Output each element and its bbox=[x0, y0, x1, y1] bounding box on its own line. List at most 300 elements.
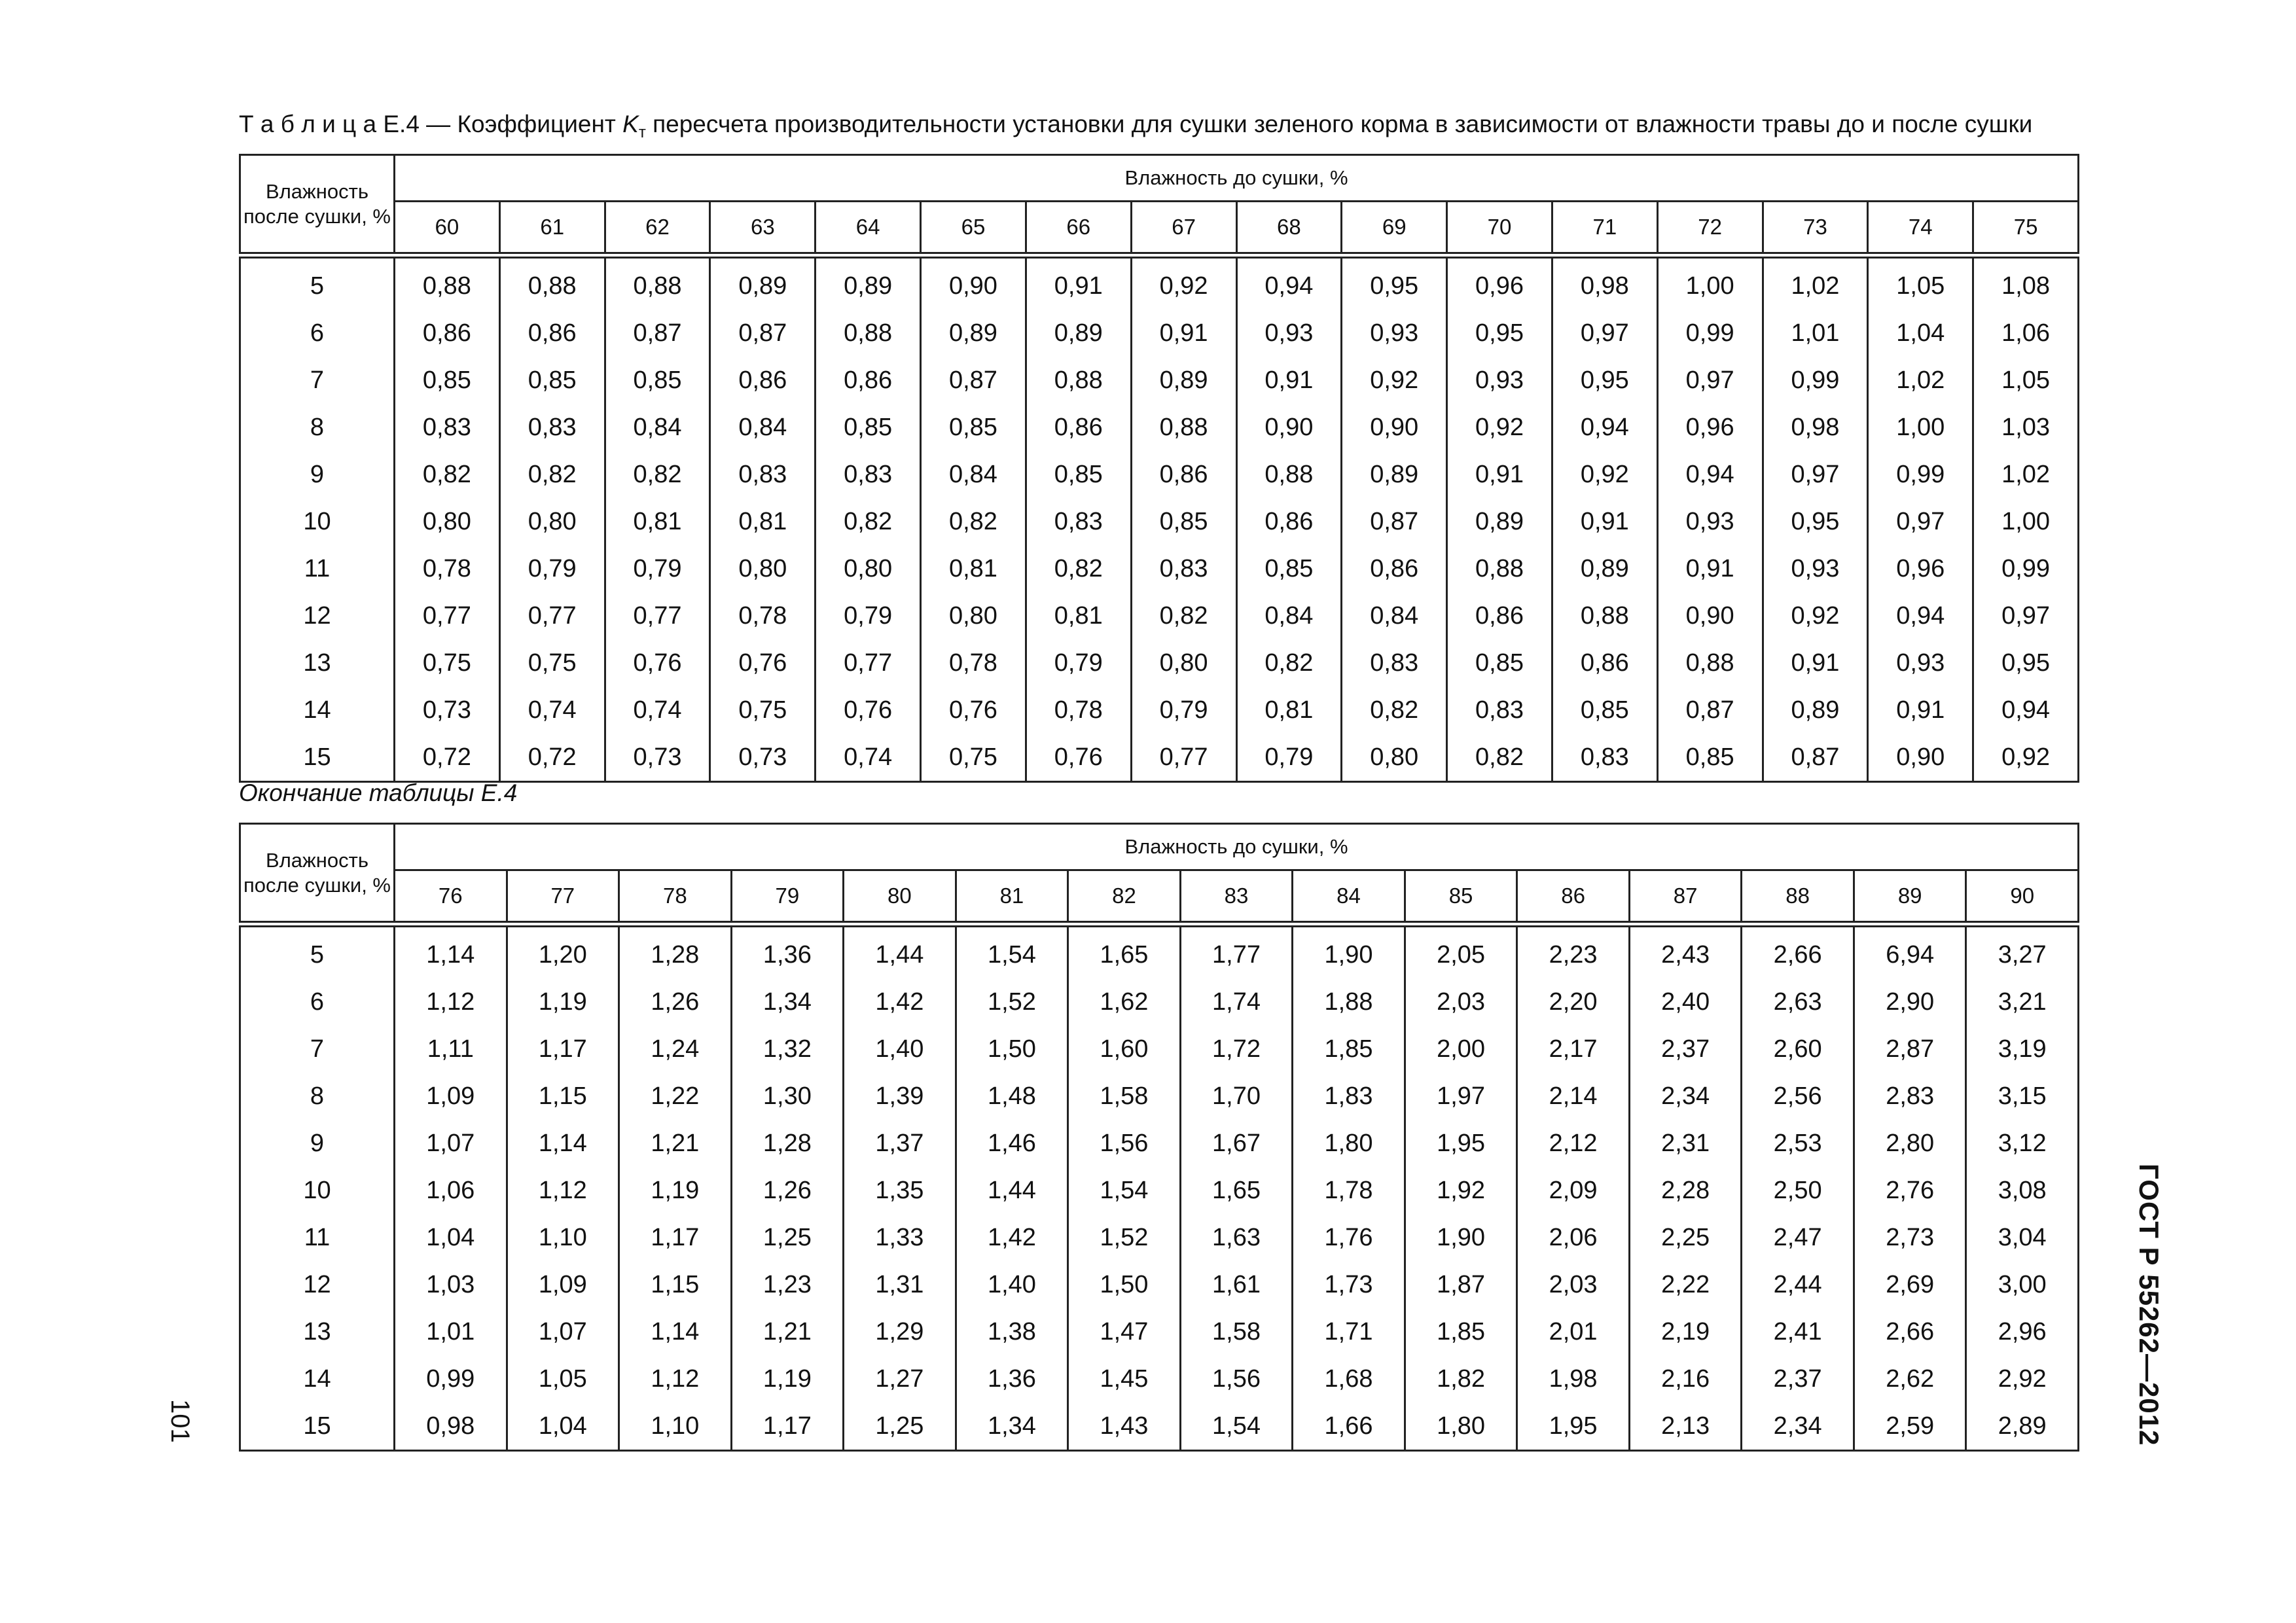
table-cell: 0,81 bbox=[921, 545, 1026, 592]
table-cell: 1,03 bbox=[1973, 404, 2079, 451]
table-cell: 0,92 bbox=[1342, 357, 1447, 404]
table-cell: 2,03 bbox=[1517, 1261, 1630, 1308]
table-cell: 1,88 bbox=[1293, 978, 1405, 1026]
column-header: 73 bbox=[1763, 202, 1868, 256]
table-cell: 0,73 bbox=[710, 734, 816, 782]
row-label: 13 bbox=[240, 639, 395, 687]
table-cell: 1,34 bbox=[731, 978, 844, 1026]
table-cell: 2,56 bbox=[1742, 1073, 1854, 1120]
column-header: 82 bbox=[1068, 870, 1181, 925]
table-cell: 0,78 bbox=[921, 639, 1026, 687]
table-cell: 1,15 bbox=[619, 1261, 732, 1308]
table-row bbox=[240, 1026, 2079, 1073]
table-cell: 0,78 bbox=[395, 545, 500, 592]
table-cell: 0,94 bbox=[1868, 592, 1973, 639]
table-cell: 1,56 bbox=[1068, 1120, 1181, 1167]
table-cell: 0,75 bbox=[395, 639, 500, 687]
table-cell: 0,85 bbox=[1026, 451, 1131, 498]
table-cell: 1,25 bbox=[844, 1402, 956, 1451]
table-cell: 0,74 bbox=[605, 687, 710, 734]
row-label: 8 bbox=[240, 1073, 395, 1120]
table-cell: 0,88 bbox=[1657, 639, 1763, 687]
table-row bbox=[240, 592, 2079, 639]
table-cell: 0,89 bbox=[1131, 357, 1236, 404]
table-cell: 1,11 bbox=[395, 1026, 507, 1073]
table-cell: 1,17 bbox=[507, 1026, 619, 1073]
table-cell: 2,96 bbox=[1966, 1308, 2079, 1355]
table-cell: 0,82 bbox=[816, 498, 921, 545]
table-cell: 1,19 bbox=[619, 1167, 732, 1214]
table-cell: 6,94 bbox=[1854, 924, 1966, 978]
table-cell: 0,86 bbox=[1552, 639, 1657, 687]
table-cell: 1,90 bbox=[1405, 1214, 1517, 1261]
column-header: 75 bbox=[1973, 202, 2079, 256]
table-cell: 0,82 bbox=[921, 498, 1026, 545]
table-cell: 1,04 bbox=[1868, 310, 1973, 357]
table-cell: 0,88 bbox=[1552, 592, 1657, 639]
table-cell: 1,01 bbox=[395, 1308, 507, 1355]
table-cell: 0,88 bbox=[605, 255, 710, 310]
table-cell: 2,13 bbox=[1629, 1402, 1742, 1451]
table-cell: 0,88 bbox=[1131, 404, 1236, 451]
table-cell: 0,85 bbox=[1236, 545, 1342, 592]
table-cell: 0,76 bbox=[710, 639, 816, 687]
table-cell: 1,15 bbox=[507, 1073, 619, 1120]
column-header: 72 bbox=[1657, 202, 1763, 256]
table-cell: 1,80 bbox=[1293, 1120, 1405, 1167]
table-row bbox=[240, 1402, 2079, 1451]
table-cell: 0,73 bbox=[395, 687, 500, 734]
table-cell: 1,01 bbox=[1763, 310, 1868, 357]
table-cell: 1,26 bbox=[619, 978, 732, 1026]
table-cell: 2,06 bbox=[1517, 1214, 1630, 1261]
table-row bbox=[240, 639, 2079, 687]
table-cell: 1,38 bbox=[956, 1308, 1068, 1355]
table-cell: 0,79 bbox=[605, 545, 710, 592]
continuation-caption: Окончание таблицы Е.4 bbox=[239, 779, 518, 806]
table-cell: 1,47 bbox=[1068, 1308, 1181, 1355]
table-cell: 0,88 bbox=[499, 255, 605, 310]
coefficient-subscript: т bbox=[638, 124, 646, 141]
table-cell: 1,05 bbox=[1973, 357, 2079, 404]
table-cell: 1,17 bbox=[731, 1402, 844, 1451]
table-cell: 0,79 bbox=[499, 545, 605, 592]
table-cell: 0,90 bbox=[921, 255, 1026, 310]
column-header: 83 bbox=[1180, 870, 1293, 925]
table-cell: 0,89 bbox=[921, 310, 1026, 357]
table-cell: 3,15 bbox=[1966, 1073, 2079, 1120]
table-cell: 2,41 bbox=[1742, 1308, 1854, 1355]
table-cell: 1,02 bbox=[1868, 357, 1973, 404]
table-cell: 0,91 bbox=[1131, 310, 1236, 357]
table-cell: 0,95 bbox=[1447, 310, 1552, 357]
table-cell: 1,36 bbox=[731, 924, 844, 978]
table-cell: 0,82 bbox=[1236, 639, 1342, 687]
table-cell: 1,37 bbox=[844, 1120, 956, 1167]
table-cell: 0,90 bbox=[1657, 592, 1763, 639]
table-row bbox=[240, 310, 2079, 357]
table-cell: 1,65 bbox=[1180, 1167, 1293, 1214]
column-header: 74 bbox=[1868, 202, 1973, 256]
table-cell: 0,88 bbox=[816, 310, 921, 357]
row-label: 10 bbox=[240, 1167, 395, 1214]
table-cell: 1,36 bbox=[956, 1355, 1068, 1402]
table-cell: 1,82 bbox=[1405, 1355, 1517, 1402]
table-cell: 2,37 bbox=[1742, 1355, 1854, 1402]
table-cell: 0,96 bbox=[1447, 255, 1552, 310]
table-cell: 1,24 bbox=[619, 1026, 732, 1073]
table-row bbox=[240, 1355, 2079, 1402]
table-cell: 0,97 bbox=[1552, 310, 1657, 357]
table-cell: 0,91 bbox=[1763, 639, 1868, 687]
table-cell: 0,99 bbox=[1868, 451, 1973, 498]
table-cell: 0,78 bbox=[710, 592, 816, 639]
table-cell: 1,02 bbox=[1973, 451, 2079, 498]
table-cell: 1,10 bbox=[507, 1214, 619, 1261]
table-cell: 0,89 bbox=[1552, 545, 1657, 592]
table-cell: 0,89 bbox=[1447, 498, 1552, 545]
table2-group-header: Влажность до сушки, % bbox=[395, 824, 2079, 870]
table-cell: 1,92 bbox=[1405, 1167, 1517, 1214]
row-label: 6 bbox=[240, 978, 395, 1026]
table-cell: 2,43 bbox=[1629, 924, 1742, 978]
table-cell: 0,80 bbox=[1131, 639, 1236, 687]
table-cell: 2,40 bbox=[1629, 978, 1742, 1026]
table-cell: 1,56 bbox=[1180, 1355, 1293, 1402]
table2-head bbox=[240, 824, 2079, 925]
table-cell: 0,77 bbox=[395, 592, 500, 639]
column-header: 65 bbox=[921, 202, 1026, 256]
table-cell: 0,85 bbox=[1552, 687, 1657, 734]
row-label: 15 bbox=[240, 1402, 395, 1451]
table-cell: 0,98 bbox=[1552, 255, 1657, 310]
table-cell: 1,26 bbox=[731, 1167, 844, 1214]
table-cell: 0,76 bbox=[816, 687, 921, 734]
table-cell: 1,07 bbox=[395, 1120, 507, 1167]
table-cell: 0,81 bbox=[1026, 592, 1131, 639]
table-cell: 0,92 bbox=[1552, 451, 1657, 498]
table-cell: 0,93 bbox=[1657, 498, 1763, 545]
table-cell: 0,99 bbox=[1657, 310, 1763, 357]
table-cell: 2,22 bbox=[1629, 1261, 1742, 1308]
document-code: ГОСТ Р 55262—2012 bbox=[2134, 1164, 2164, 1446]
table-cell: 0,72 bbox=[395, 734, 500, 782]
table-cell: 0,87 bbox=[710, 310, 816, 357]
table-cell: 0,83 bbox=[1552, 734, 1657, 782]
table-row bbox=[240, 498, 2079, 545]
table-cell: 0,74 bbox=[816, 734, 921, 782]
table-cell: 0,76 bbox=[605, 639, 710, 687]
caption-prefix: Т а б л и ц а Е.4 — Коэффициент bbox=[239, 111, 623, 137]
table-cell: 0,93 bbox=[1868, 639, 1973, 687]
table-cell: 0,84 bbox=[1342, 592, 1447, 639]
table-cell: 0,86 bbox=[395, 310, 500, 357]
row-label: 12 bbox=[240, 1261, 395, 1308]
table-cell: 0,83 bbox=[1342, 639, 1447, 687]
table-cell: 0,85 bbox=[1657, 734, 1763, 782]
table-cell: 1,19 bbox=[731, 1355, 844, 1402]
column-header: 63 bbox=[710, 202, 816, 256]
table-cell: 2,25 bbox=[1629, 1214, 1742, 1261]
table-cell: 1,73 bbox=[1293, 1261, 1405, 1308]
row-label: 8 bbox=[240, 404, 395, 451]
coefficient-symbol bbox=[622, 111, 646, 141]
table-cell: 3,21 bbox=[1966, 978, 2079, 1026]
table-cell: 0,73 bbox=[605, 734, 710, 782]
table-cell: 2,62 bbox=[1854, 1355, 1966, 1402]
table-cell: 0,93 bbox=[1447, 357, 1552, 404]
table-cell: 2,05 bbox=[1405, 924, 1517, 978]
table-cell: 0,85 bbox=[499, 357, 605, 404]
table-cell: 1,19 bbox=[507, 978, 619, 1026]
table-cell: 1,50 bbox=[1068, 1261, 1181, 1308]
table-cell: 1,03 bbox=[395, 1261, 507, 1308]
table-cell: 0,85 bbox=[921, 404, 1026, 451]
page-number: 101 bbox=[166, 1399, 194, 1443]
table-cell: 0,72 bbox=[499, 734, 605, 782]
table-cell: 1,00 bbox=[1657, 255, 1763, 310]
row-label: 9 bbox=[240, 1120, 395, 1167]
column-header: 66 bbox=[1026, 202, 1131, 256]
table-row bbox=[240, 924, 2079, 978]
table-row bbox=[240, 1308, 2079, 1355]
table-cell: 0,80 bbox=[499, 498, 605, 545]
table-cell: 2,17 bbox=[1517, 1026, 1630, 1073]
table-cell: 2,03 bbox=[1405, 978, 1517, 1026]
table-cell: 0,92 bbox=[1973, 734, 2079, 782]
column-header: 81 bbox=[956, 870, 1068, 925]
table-cell: 1,21 bbox=[619, 1120, 732, 1167]
table-cell: 1,58 bbox=[1180, 1308, 1293, 1355]
table-cell: 1,27 bbox=[844, 1355, 956, 1402]
table-cell: 0,79 bbox=[1131, 687, 1236, 734]
table-cell: 0,80 bbox=[816, 545, 921, 592]
caption-suffix: пересчета производительности установки для сушки зеленого корма в зависимости от влажности травы до и после сушки bbox=[645, 111, 2033, 137]
row-label: 11 bbox=[240, 1214, 395, 1261]
table-cell: 0,87 bbox=[605, 310, 710, 357]
table-cell: 0,81 bbox=[605, 498, 710, 545]
table-cell: 1,54 bbox=[1180, 1402, 1293, 1451]
table-cell: 1,12 bbox=[395, 978, 507, 1026]
table-cell: 0,79 bbox=[1026, 639, 1131, 687]
table-cell: 3,00 bbox=[1966, 1261, 2079, 1308]
column-header: 70 bbox=[1447, 202, 1552, 256]
row-label: 7 bbox=[240, 357, 395, 404]
table-cell: 0,74 bbox=[499, 687, 605, 734]
table-cell: 1,45 bbox=[1068, 1355, 1181, 1402]
table-cell: 1,87 bbox=[1405, 1261, 1517, 1308]
table-row bbox=[240, 255, 2079, 310]
table-cell: 1,42 bbox=[844, 978, 956, 1026]
table-cell: 0,86 bbox=[1236, 498, 1342, 545]
table-cell: 0,95 bbox=[1342, 255, 1447, 310]
table-cell: 1,72 bbox=[1180, 1026, 1293, 1073]
table-cell: 1,70 bbox=[1180, 1073, 1293, 1120]
table-cell: 0,98 bbox=[1763, 404, 1868, 451]
table-cell: 1,44 bbox=[956, 1167, 1068, 1214]
table-cell: 0,99 bbox=[1763, 357, 1868, 404]
row-label: 10 bbox=[240, 498, 395, 545]
column-header: 67 bbox=[1131, 202, 1236, 256]
table-cell: 1,28 bbox=[731, 1120, 844, 1167]
table-cell: 0,83 bbox=[816, 451, 921, 498]
table-cell: 0,91 bbox=[1236, 357, 1342, 404]
table-cell: 1,14 bbox=[507, 1120, 619, 1167]
table-cell: 0,92 bbox=[1131, 255, 1236, 310]
table-cell: 0,89 bbox=[1763, 687, 1868, 734]
table-cell: 0,89 bbox=[816, 255, 921, 310]
table-cell: 0,79 bbox=[1236, 734, 1342, 782]
table-cell: 2,50 bbox=[1742, 1167, 1854, 1214]
column-header: 77 bbox=[507, 870, 619, 925]
row-label: 5 bbox=[240, 255, 395, 310]
column-header: 64 bbox=[816, 202, 921, 256]
table-cell: 1,66 bbox=[1293, 1402, 1405, 1451]
table-row bbox=[240, 357, 2079, 404]
table-cell: 0,91 bbox=[1552, 498, 1657, 545]
table1-group-header: Влажность до сушки, % bbox=[395, 155, 2079, 202]
table-cell: 0,83 bbox=[395, 404, 500, 451]
table-cell: 1,12 bbox=[619, 1355, 732, 1402]
table-cell: 0,80 bbox=[395, 498, 500, 545]
table-cell: 0,88 bbox=[1447, 545, 1552, 592]
table-cell: 0,82 bbox=[395, 451, 500, 498]
table-cell: 1,21 bbox=[731, 1308, 844, 1355]
column-header: 85 bbox=[1405, 870, 1517, 925]
table-cell: 0,89 bbox=[1342, 451, 1447, 498]
table-cell: 1,85 bbox=[1293, 1026, 1405, 1073]
table-row bbox=[240, 451, 2079, 498]
table-cell: 1,68 bbox=[1293, 1355, 1405, 1402]
table-cell: 1,25 bbox=[731, 1214, 844, 1261]
table-cell: 0,77 bbox=[816, 639, 921, 687]
table-cell: 1,50 bbox=[956, 1026, 1068, 1073]
table-cell: 0,95 bbox=[1552, 357, 1657, 404]
table-cell: 0,91 bbox=[1868, 687, 1973, 734]
table-cell: 1,32 bbox=[731, 1026, 844, 1073]
table-cell: 2,28 bbox=[1629, 1167, 1742, 1214]
table-cell: 1,31 bbox=[844, 1261, 956, 1308]
table-cell: 0,87 bbox=[1763, 734, 1868, 782]
table-cell: 0,86 bbox=[1447, 592, 1552, 639]
table-cell: 1,40 bbox=[844, 1026, 956, 1073]
table-cell: 1,98 bbox=[1517, 1355, 1630, 1402]
table-cell: 0,80 bbox=[1342, 734, 1447, 782]
table-cell: 0,79 bbox=[816, 592, 921, 639]
table-cell: 1,05 bbox=[507, 1355, 619, 1402]
table-cell: 1,00 bbox=[1868, 404, 1973, 451]
table-cell: 1,09 bbox=[507, 1261, 619, 1308]
table-cell: 1,52 bbox=[956, 978, 1068, 1026]
table-cell: 1,95 bbox=[1405, 1120, 1517, 1167]
table-cell: 1,62 bbox=[1068, 978, 1181, 1026]
table-cell: 2,14 bbox=[1517, 1073, 1630, 1120]
table-cell: 1,14 bbox=[395, 924, 507, 978]
table-cell: 0,86 bbox=[1342, 545, 1447, 592]
table-cell: 3,19 bbox=[1966, 1026, 2079, 1073]
column-header: 61 bbox=[499, 202, 605, 256]
table-cell: 1,10 bbox=[619, 1402, 732, 1451]
table-cell: 2,19 bbox=[1629, 1308, 1742, 1355]
table-row bbox=[240, 1261, 2079, 1308]
table-cell: 0,83 bbox=[1131, 545, 1236, 592]
table-cell: 1,42 bbox=[956, 1214, 1068, 1261]
table-cell: 0,83 bbox=[1026, 498, 1131, 545]
table-cell: 0,99 bbox=[1973, 545, 2079, 592]
table-cell: 1,12 bbox=[507, 1167, 619, 1214]
table-cell: 0,93 bbox=[1236, 310, 1342, 357]
column-header: 89 bbox=[1854, 870, 1966, 925]
table-row bbox=[240, 545, 2079, 592]
table-cell: 0,84 bbox=[605, 404, 710, 451]
table-cell: 3,27 bbox=[1966, 924, 2079, 978]
table-row bbox=[240, 1073, 2079, 1120]
table-cell: 0,75 bbox=[499, 639, 605, 687]
table-cell: 2,92 bbox=[1966, 1355, 2079, 1402]
table-cell: 0,80 bbox=[921, 592, 1026, 639]
row-label: 5 bbox=[240, 924, 395, 978]
table-cell: 0,93 bbox=[1763, 545, 1868, 592]
table-cell: 2,01 bbox=[1517, 1308, 1630, 1355]
table-cell: 1,48 bbox=[956, 1073, 1068, 1120]
table-cell: 0,88 bbox=[1026, 357, 1131, 404]
table-cell: 1,05 bbox=[1868, 255, 1973, 310]
table-cell: 0,94 bbox=[1236, 255, 1342, 310]
table-cell: 0,86 bbox=[1026, 404, 1131, 451]
table-cell: 0,81 bbox=[1236, 687, 1342, 734]
row-label: 14 bbox=[240, 1355, 395, 1402]
row-label: 15 bbox=[240, 734, 395, 782]
table-cell: 0,90 bbox=[1868, 734, 1973, 782]
column-header: 71 bbox=[1552, 202, 1657, 256]
table-cell: 0,88 bbox=[395, 255, 500, 310]
column-header: 90 bbox=[1966, 870, 2079, 925]
table-cell: 0,89 bbox=[1026, 310, 1131, 357]
table-cell: 0,94 bbox=[1657, 451, 1763, 498]
table-cell: 1,28 bbox=[619, 924, 732, 978]
table-cell: 1,71 bbox=[1293, 1308, 1405, 1355]
table-cell: 2,63 bbox=[1742, 978, 1854, 1026]
column-header: 80 bbox=[844, 870, 956, 925]
table-cell: 2,37 bbox=[1629, 1026, 1742, 1073]
row-label: 9 bbox=[240, 451, 395, 498]
table-cell: 0,85 bbox=[1447, 639, 1552, 687]
table-cell: 0,77 bbox=[1131, 734, 1236, 782]
table-cell: 1,34 bbox=[956, 1402, 1068, 1451]
table-cell: 1,58 bbox=[1068, 1073, 1181, 1120]
table-cell: 1,40 bbox=[956, 1261, 1068, 1308]
table1-header-row1 bbox=[240, 155, 2079, 202]
table-cell: 1,23 bbox=[731, 1261, 844, 1308]
table-cell: 3,04 bbox=[1966, 1214, 2079, 1261]
table-cell: 0,91 bbox=[1657, 545, 1763, 592]
table-cell: 1,80 bbox=[1405, 1402, 1517, 1451]
table-cell: 1,63 bbox=[1180, 1214, 1293, 1261]
table-cell: 2,00 bbox=[1405, 1026, 1517, 1073]
table-cell: 0,82 bbox=[1026, 545, 1131, 592]
table-cell: 0,82 bbox=[1131, 592, 1236, 639]
table-cell: 0,82 bbox=[1342, 687, 1447, 734]
table-cell: 1,83 bbox=[1293, 1073, 1405, 1120]
table-cell: 1,22 bbox=[619, 1073, 732, 1120]
table-cell: 0,97 bbox=[1973, 592, 2079, 639]
table-cell: 1,46 bbox=[956, 1120, 1068, 1167]
coefficient-table-part2 bbox=[239, 823, 2079, 1452]
table-cell: 1,77 bbox=[1180, 924, 1293, 978]
table-cell: 1,43 bbox=[1068, 1402, 1181, 1451]
table2-corner-header: Влажность после сушки, % bbox=[240, 824, 395, 925]
table-cell: 1,30 bbox=[731, 1073, 844, 1120]
